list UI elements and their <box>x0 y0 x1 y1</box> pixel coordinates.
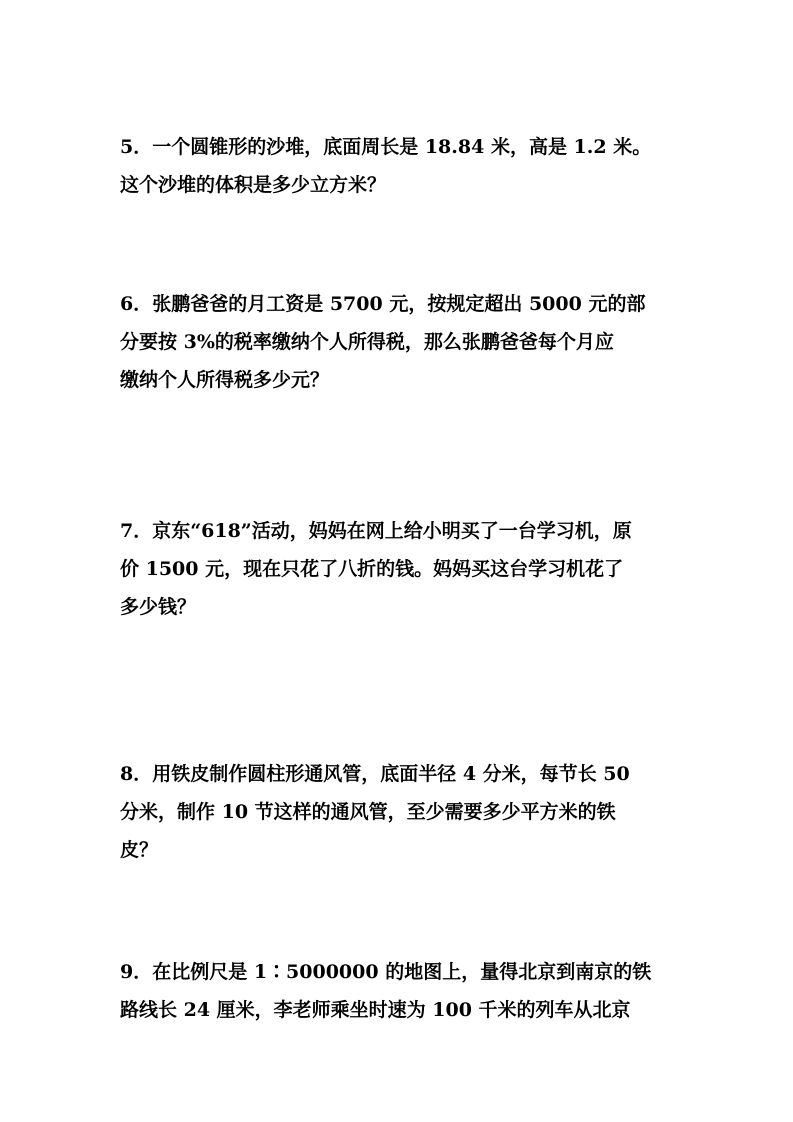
question-8 <box>120 755 680 869</box>
question-text-line: 这个沙堆的体积是多少立方米？ <box>120 174 387 196</box>
question-6 <box>120 285 680 399</box>
question-7 <box>120 512 680 626</box>
question-9 <box>120 953 680 1029</box>
question-text-line: 7．京东“618”活动，妈妈在网上给小明买了一台学习机，原 <box>120 520 632 542</box>
question-text-line: 多少钱？ <box>120 596 197 618</box>
question-text-line: 分米，制作 10 节这样的通风管，至少需要多少平方米的铁 <box>120 801 616 823</box>
question-text-line: 缴纳个人所得税多少元？ <box>120 369 330 391</box>
question-text-line: 路线长 24 厘米，李老师乘坐时速为 100 千米的列车从北京 <box>120 999 631 1021</box>
question-5 <box>120 128 680 204</box>
question-text-line: 皮？ <box>120 839 159 861</box>
question-text-line: 8．用铁皮制作圆柱形通风管，底面半径 4 分米，每节长 50 <box>120 763 630 785</box>
question-text-line: 5．一个圆锥形的沙堆，底面周长是 18.84 米，高是 1.2 米。 <box>120 136 652 158</box>
question-text-line: 9．在比例尺是 1∶5000000 的地图上，量得北京到南京的铁 <box>120 961 652 983</box>
question-text-line: 6．张鹏爸爸的月工资是 5700 元，按规定超出 5000 元的部 <box>120 293 646 315</box>
question-text-line: 价 1500 元，现在只花了八折的钱。妈妈买这台学习机花了 <box>120 558 624 580</box>
question-text-line: 分要按 3%的税率缴纳个人所得税，那么张鹏爸爸每个月应 <box>120 331 614 353</box>
